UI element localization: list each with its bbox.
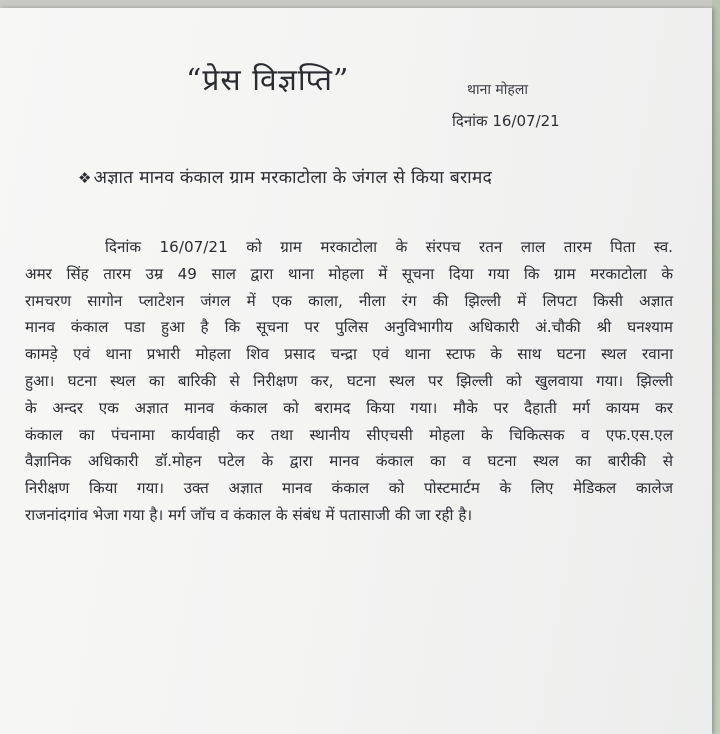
- police-station-label: थाना मोहला: [467, 82, 528, 98]
- body-line: के अन्दर एक अज्ञात मानव कंकाल को बरामद किया गया। मौके पर दैहाती मर्ग कायम कर: [25, 398, 673, 417]
- body-line: कामड़े एवं थाना प्रभारी मोहला शिव प्रसाद चन्द्रा एवं थाना स्टाफ के साथ घटना स्थल रवाना: [25, 345, 673, 364]
- body-line: रामचरण सागोन प्लाटेशन जंगल में एक काला, नीला रंग की झिल्ली में लिपटा किसी अज्ञात: [25, 291, 673, 310]
- headline-text: अज्ञात मानव कंकाल ग्राम मरकाटोला के जंगल से किया बरामद: [93, 168, 493, 188]
- document-date: दिनांक 16/07/21: [452, 112, 560, 130]
- diamond-bullet-icon: ❖: [78, 169, 92, 187]
- body-line: वैज्ञानिक अधिकारी डॉ.मोहन पटेल के द्वारा मानव कंकाल का व घटना स्थल का बारीकी से: [25, 452, 673, 471]
- body-paragraph: [25, 234, 673, 529]
- background-right-edge: [712, 0, 720, 734]
- body-line: दिनांक 16/07/21 को ग्राम मरकाटोला के संरपच रतन लाल तारम पिता स्व.: [105, 238, 673, 256]
- headline: [78, 165, 492, 189]
- document-title: “प्रेस विज्ञप्ति”: [186, 63, 350, 98]
- body-line: निरीक्षण किया गया। उक्त अज्ञात मानव कंकाल को पोस्टमार्टम के लिए मेडिकल कालेज: [25, 479, 673, 498]
- body-line: मानव कंकाल पडा हुआ है कि सूचना पर पुलिस अनुविभागीय अधिकारी अं.चौकी श्री घनश्याम: [25, 318, 673, 337]
- body-line: हुआ। घटना स्थल का बारिकी से निरीक्षण कर, घटना स्थल पर झिल्ली को खुलवाया गया। झिल्ली: [25, 371, 673, 390]
- body-line: अमर सिंह तारम उम्र 49 साल द्वारा थाना मोहला में सूचना दिया गया कि ग्राम मरकाटोला के: [25, 264, 673, 283]
- body-line: कंकाल का पंचनामा कार्यवाही कर तथा स्थानीय सीएचसी मोहला के चिकित्सक व एफ.एस.एल: [25, 425, 673, 444]
- press-release-page: [0, 8, 712, 734]
- body-line: राजनांदगांव भेजा गया है। मर्ग जॉच व कंकाल के संबंध में पतासाजी की जा रही है।: [25, 505, 473, 524]
